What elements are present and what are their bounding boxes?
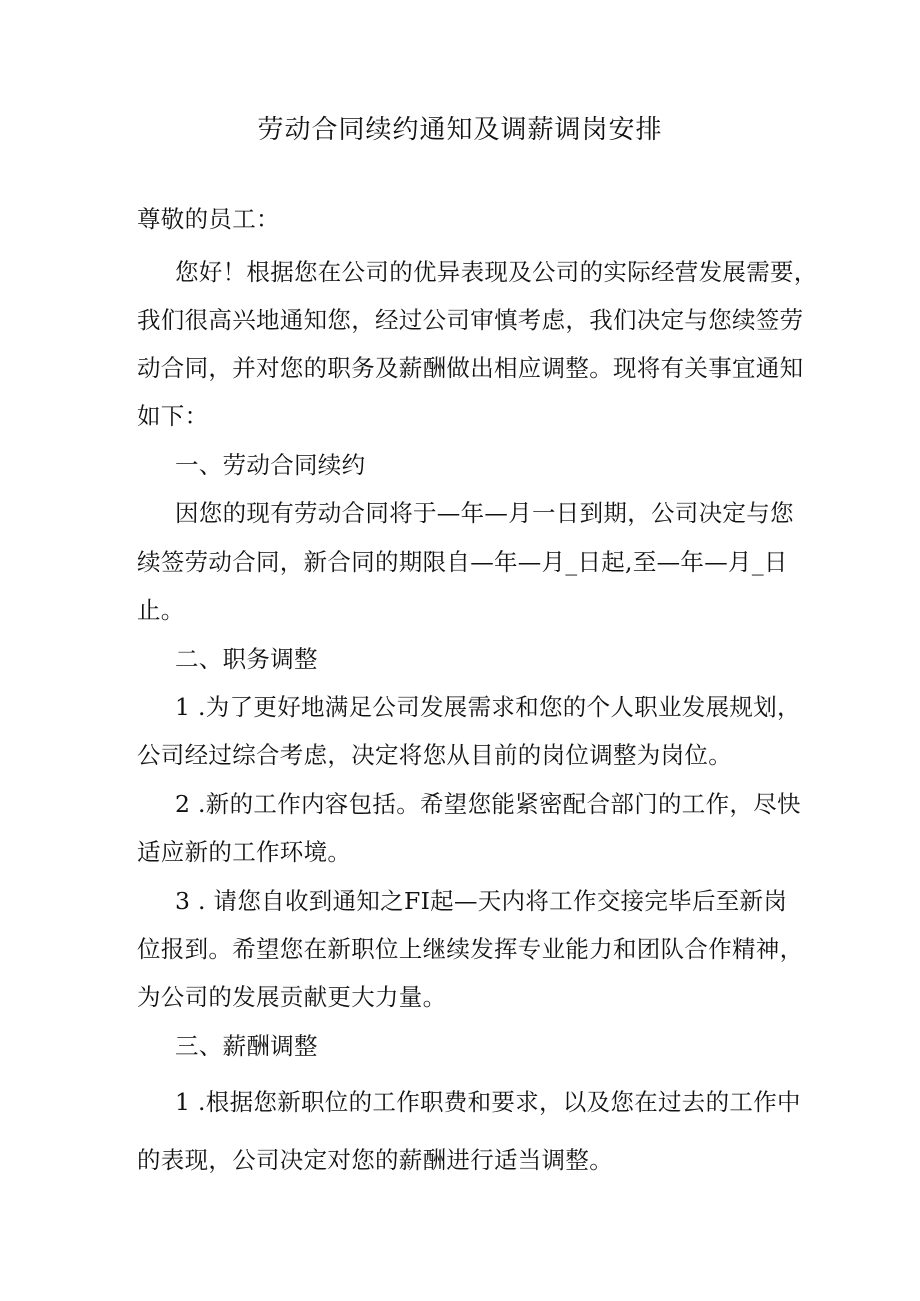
intro-line-4: 如下： — [137, 402, 209, 430]
section1-line-3: 止。 — [137, 596, 185, 624]
section2-item3-line-1: 3 . 请您自收到通知之FI起—天内将工作交接完毕后至新岗 — [175, 887, 788, 915]
section3-item1-line-1: 1 .根据您新职位的工作职费和要求，以及您在过去的工作中 — [175, 1088, 801, 1116]
section1-heading: 一、劳动合同续约 — [175, 451, 366, 479]
section3-item1-line-2: 的表现，公司决定对您的薪酬进行适当调整。 — [137, 1146, 613, 1174]
section2-heading: 二、职务调整 — [175, 645, 318, 673]
intro-line-3: 动合同，并对您的职务及薪酬做出相应调整。现将有关事宜通知 — [137, 354, 804, 382]
section2-item1-line-1: 1 .为了更好地满足公司发展需求和您的个人职业发展规划， — [175, 693, 801, 721]
section2-item1-line-2: 公司经过综合考虑，决定将您从目前的岗位调整为岗位。 — [137, 741, 732, 769]
intro-line-1: 您好！根据您在公司的优异表现及公司的实际经营发展需要， — [175, 258, 818, 286]
section3-heading: 三、薪酬调整 — [175, 1032, 318, 1060]
section1-line-2: 续签劳动合同，新合同的期限自—年—月_日起,至—年—月_日 — [137, 548, 788, 576]
section2-item2-line-2: 适应新的工作环境。 — [137, 838, 352, 866]
document-title: 劳动合同续约通知及调薪调岗安排 — [257, 115, 663, 145]
intro-line-2: 我们很高兴地通知您，经过公司审慎考虑，我们决定与您续签劳 — [137, 306, 804, 334]
section2-item3-line-3: 为公司的发展贡献更大力量。 — [137, 983, 447, 1011]
salutation: 尊敬的员工： — [137, 205, 280, 233]
section2-item3-line-2: 位报到。希望您在新职位上继续发挥专业能力和团队合作精神， — [137, 935, 804, 963]
section2-item2-line-1: 2 .新的工作内容包括。希望您能紧密配合部门的工作，尽快 — [175, 790, 801, 818]
section1-line-1: 因您的现有劳动合同将于—年—月一日到期，公司决定与您 — [175, 499, 794, 527]
